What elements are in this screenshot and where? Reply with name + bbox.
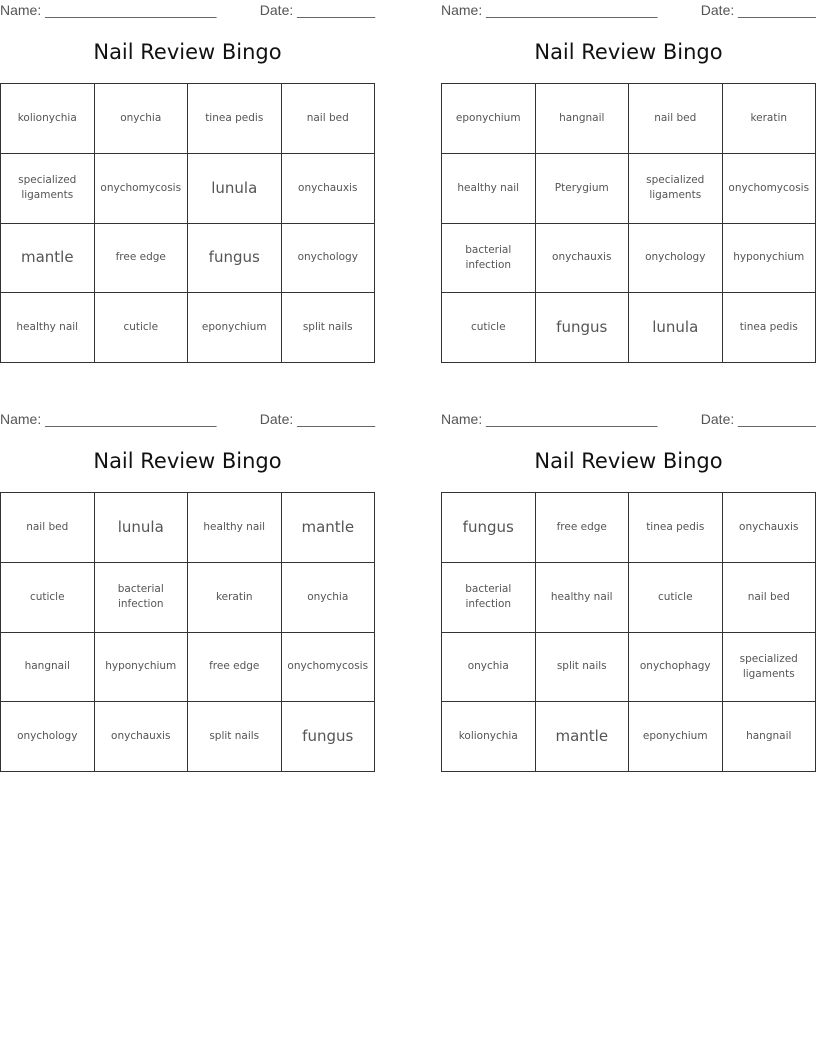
bingo-cell: healthy nail bbox=[442, 154, 536, 224]
bingo-cell: free edge bbox=[536, 493, 630, 563]
bingo-cell: specialized ligaments bbox=[1, 154, 95, 224]
bingo-cell: kolionychia bbox=[442, 702, 536, 772]
bingo-cell: onychauxis bbox=[536, 224, 630, 294]
card-title: Nail Review Bingo bbox=[93, 449, 282, 473]
bingo-cell: hangnail bbox=[1, 633, 95, 703]
bingo-cell: free edge bbox=[95, 224, 189, 294]
bingo-cell: kolionychia bbox=[1, 84, 95, 154]
bingo-cell: cuticle bbox=[442, 293, 536, 363]
bingo-cell: hyponychium bbox=[95, 633, 189, 703]
bingo-cell: lunula bbox=[95, 493, 189, 563]
bingo-card-1 bbox=[0, 0, 375, 370]
bingo-cell: hyponychium bbox=[723, 224, 816, 294]
bingo-cell: specialized ligaments bbox=[629, 154, 723, 224]
bingo-cell: bacterial infection bbox=[442, 563, 536, 633]
name-field: Name: ______________________ bbox=[0, 411, 217, 427]
bingo-cell: bacterial infection bbox=[442, 224, 536, 294]
bingo-cell: onychology bbox=[629, 224, 723, 294]
bingo-cell: fungus bbox=[188, 224, 282, 294]
bingo-cell: mantle bbox=[282, 493, 376, 563]
bingo-cell: onychauxis bbox=[282, 154, 376, 224]
bingo-cell: tinea pedis bbox=[723, 293, 816, 363]
bingo-cell: nail bed bbox=[1, 493, 95, 563]
bingo-card-4 bbox=[441, 409, 816, 779]
bingo-cell: healthy nail bbox=[1, 293, 95, 363]
bingo-cell: Pterygium bbox=[536, 154, 630, 224]
card-title: Nail Review Bingo bbox=[534, 40, 723, 64]
bingo-cell: fungus bbox=[282, 702, 376, 772]
bingo-cell: free edge bbox=[188, 633, 282, 703]
bingo-cell: eponychium bbox=[188, 293, 282, 363]
bingo-cell: split nails bbox=[282, 293, 376, 363]
bingo-cell: specialized ligaments bbox=[723, 633, 816, 703]
bingo-grid bbox=[441, 83, 816, 363]
bingo-cell: tinea pedis bbox=[188, 84, 282, 154]
bingo-cell: keratin bbox=[188, 563, 282, 633]
bingo-cell: fungus bbox=[442, 493, 536, 563]
bingo-card-2 bbox=[441, 0, 816, 370]
bingo-cell: onychology bbox=[282, 224, 376, 294]
bingo-cell: nail bed bbox=[282, 84, 376, 154]
name-field: Name: ______________________ bbox=[441, 2, 658, 18]
bingo-cell: hangnail bbox=[723, 702, 816, 772]
name-date-row bbox=[0, 409, 375, 429]
bingo-cell: lunula bbox=[188, 154, 282, 224]
bingo-cell: healthy nail bbox=[188, 493, 282, 563]
card-title: Nail Review Bingo bbox=[93, 40, 282, 64]
bingo-cell: onychia bbox=[95, 84, 189, 154]
name-field: Name: ______________________ bbox=[0, 2, 217, 18]
bingo-cell: tinea pedis bbox=[629, 493, 723, 563]
bingo-cell: bacterial infection bbox=[95, 563, 189, 633]
bingo-cell: cuticle bbox=[95, 293, 189, 363]
bingo-cell: lunula bbox=[629, 293, 723, 363]
bingo-cell: split nails bbox=[188, 702, 282, 772]
bingo-cell: onychauxis bbox=[723, 493, 816, 563]
name-date-row bbox=[441, 409, 816, 429]
bingo-cell: mantle bbox=[536, 702, 630, 772]
bingo-cell: onychauxis bbox=[95, 702, 189, 772]
bingo-cell: nail bed bbox=[629, 84, 723, 154]
bingo-cell: cuticle bbox=[1, 563, 95, 633]
bingo-grid bbox=[441, 492, 816, 772]
name-field: Name: ______________________ bbox=[441, 411, 658, 427]
bingo-cell: eponychium bbox=[629, 702, 723, 772]
bingo-card-3 bbox=[0, 409, 375, 779]
bingo-cell: eponychium bbox=[442, 84, 536, 154]
bingo-cell: mantle bbox=[1, 224, 95, 294]
bingo-cell: onychia bbox=[442, 633, 536, 703]
date-field: Date: __________ bbox=[700, 2, 816, 18]
bingo-cell: keratin bbox=[723, 84, 816, 154]
bingo-cell: onychomycosis bbox=[282, 633, 376, 703]
bingo-cell: onychia bbox=[282, 563, 376, 633]
bingo-cell: onychology bbox=[1, 702, 95, 772]
bingo-cell: healthy nail bbox=[536, 563, 630, 633]
bingo-grid bbox=[0, 83, 375, 363]
bingo-cell: onychomycosis bbox=[95, 154, 189, 224]
bingo-cell: onychophagy bbox=[629, 633, 723, 703]
name-date-row bbox=[0, 0, 375, 20]
bingo-grid bbox=[0, 492, 375, 772]
bingo-cell: cuticle bbox=[629, 563, 723, 633]
date-field: Date: __________ bbox=[259, 411, 375, 427]
date-field: Date: __________ bbox=[700, 411, 816, 427]
bingo-cell: split nails bbox=[536, 633, 630, 703]
bingo-cell: hangnail bbox=[536, 84, 630, 154]
bingo-cell: nail bed bbox=[723, 563, 816, 633]
card-title: Nail Review Bingo bbox=[534, 449, 723, 473]
date-field: Date: __________ bbox=[259, 2, 375, 18]
bingo-cell: onychomycosis bbox=[723, 154, 816, 224]
name-date-row bbox=[441, 0, 816, 20]
bingo-cell: fungus bbox=[536, 293, 630, 363]
